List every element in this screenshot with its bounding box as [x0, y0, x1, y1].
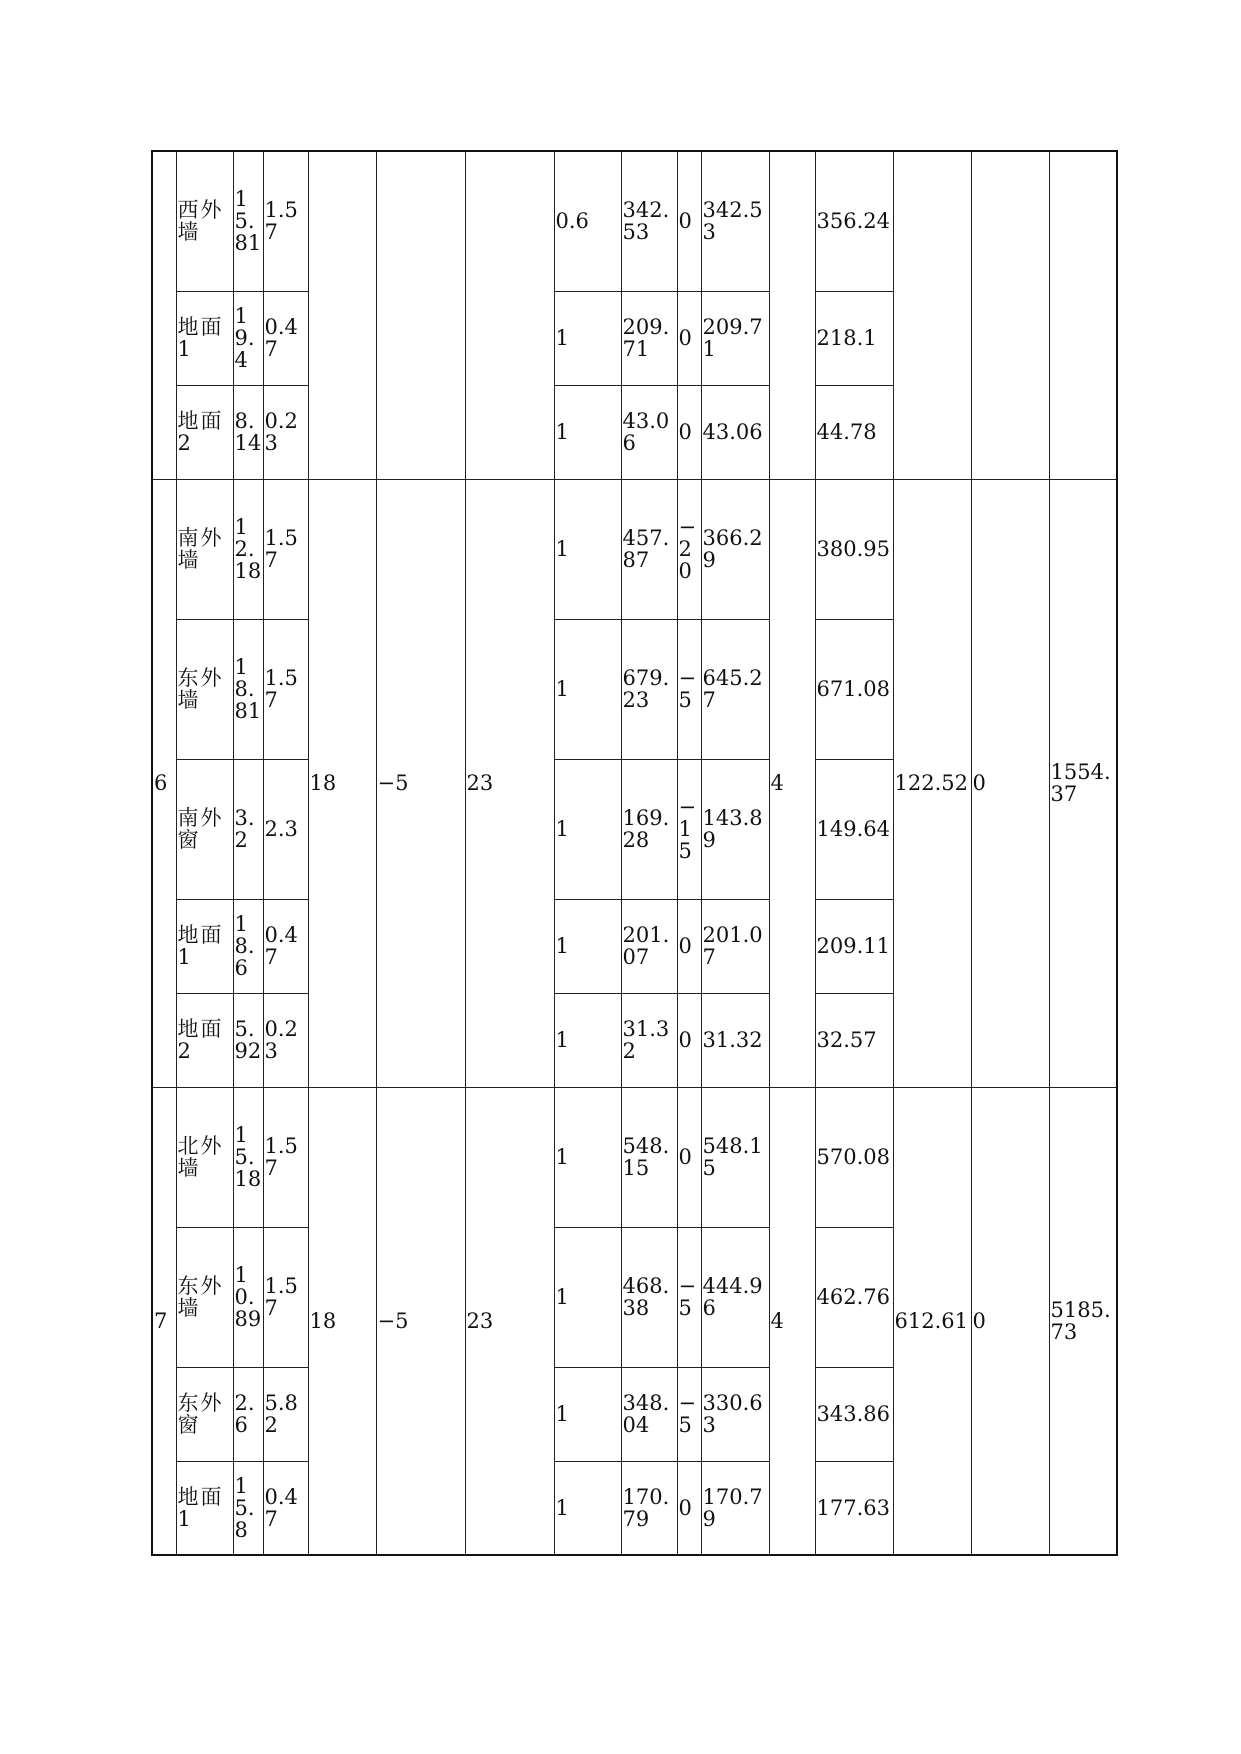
- element-name: 地面2: [176, 385, 233, 479]
- element-name: 地面1: [176, 291, 233, 385]
- element-name: 地面1: [176, 1461, 233, 1555]
- element-q3: 32.57: [815, 993, 893, 1087]
- indoor-temp-cell: [308, 151, 376, 479]
- element-coef: 1: [554, 1227, 621, 1367]
- temp-diff: 23: [465, 479, 554, 1087]
- element-q2: 143.89: [701, 759, 769, 899]
- element-name: 地面2: [176, 993, 233, 1087]
- element-k: 1.57: [263, 1087, 308, 1227]
- element-k: 5.82: [263, 1367, 308, 1461]
- element-q3: 177.63: [815, 1461, 893, 1555]
- element-q3: 462.76: [815, 1227, 893, 1367]
- element-area: 15.18: [233, 1087, 263, 1227]
- element-q2: 330.63: [701, 1367, 769, 1461]
- element-k: 0.47: [263, 1461, 308, 1555]
- element-name: 东外墙: [176, 1227, 233, 1367]
- element-name: 东外窗: [176, 1367, 233, 1461]
- element-area: 2.6: [233, 1367, 263, 1461]
- element-coef: 1: [554, 1087, 621, 1227]
- element-area: 3.2: [233, 759, 263, 899]
- infiltration-cell: [893, 151, 971, 479]
- indoor-temp: 18: [308, 1087, 376, 1555]
- temp-diff: 23: [465, 1087, 554, 1555]
- table-row: [152, 151, 1117, 291]
- element-q3: 44.78: [815, 385, 893, 479]
- element-coef: 1: [554, 1461, 621, 1555]
- heat-load-table: [151, 150, 1118, 1556]
- element-area: 5.92: [233, 993, 263, 1087]
- element-q1: 342.53: [621, 151, 677, 291]
- element-q3: 149.64: [815, 759, 893, 899]
- element-q3: 218.1: [815, 291, 893, 385]
- element-k: 1.57: [263, 479, 308, 619]
- room-number: 6: [152, 479, 176, 1087]
- element-correction: 0: [677, 291, 701, 385]
- element-coef: 1: [554, 479, 621, 619]
- element-name: 地面1: [176, 899, 233, 993]
- element-correction: 0: [677, 1461, 701, 1555]
- element-k: 2.3: [263, 759, 308, 899]
- element-correction: 0: [677, 1087, 701, 1227]
- element-correction: −5: [677, 1227, 701, 1367]
- element-coef: 1: [554, 619, 621, 759]
- element-k: 0.47: [263, 899, 308, 993]
- outdoor-temp-cell: [376, 151, 465, 479]
- element-q1: 170.79: [621, 1461, 677, 1555]
- extra-load: 0: [971, 479, 1049, 1087]
- element-q2: 31.32: [701, 993, 769, 1087]
- infiltration-load: 122.52: [893, 479, 971, 1087]
- indoor-temp: 18: [308, 479, 376, 1087]
- table-row: [152, 1087, 1117, 1227]
- element-correction: 0: [677, 151, 701, 291]
- extra-cell: [971, 151, 1049, 479]
- room-number-cell: [152, 151, 176, 479]
- element-coef: 1: [554, 291, 621, 385]
- element-q2: 444.96: [701, 1227, 769, 1367]
- room-total-cell: [1049, 151, 1117, 479]
- element-q2: 201.07: [701, 899, 769, 993]
- element-name: 南外墙: [176, 479, 233, 619]
- element-q2: 342.53: [701, 151, 769, 291]
- element-name: 东外墙: [176, 619, 233, 759]
- element-correction: −20: [677, 479, 701, 619]
- element-area: 15.81: [233, 151, 263, 291]
- element-coef: 1: [554, 385, 621, 479]
- element-q3: 356.24: [815, 151, 893, 291]
- element-k: 0.47: [263, 291, 308, 385]
- temp-diff-cell: [465, 151, 554, 479]
- element-area: 12.18: [233, 479, 263, 619]
- element-area: 10.89: [233, 1227, 263, 1367]
- element-q1: 468.38: [621, 1227, 677, 1367]
- element-area: 8.14: [233, 385, 263, 479]
- extra-load: 0: [971, 1087, 1049, 1555]
- element-q1: 31.32: [621, 993, 677, 1087]
- element-coef: 1: [554, 899, 621, 993]
- element-coef: 0.6: [554, 151, 621, 291]
- infiltration-load: 612.61: [893, 1087, 971, 1555]
- element-area: 18.6: [233, 899, 263, 993]
- element-k: 0.23: [263, 993, 308, 1087]
- element-q1: 169.28: [621, 759, 677, 899]
- element-q2: 43.06: [701, 385, 769, 479]
- element-k: 1.57: [263, 619, 308, 759]
- element-correction: 0: [677, 899, 701, 993]
- room-total: 1554.37: [1049, 479, 1117, 1087]
- element-q3: 380.95: [815, 479, 893, 619]
- outdoor-temp: −5: [376, 1087, 465, 1555]
- element-coef: 1: [554, 759, 621, 899]
- element-q2: 209.71: [701, 291, 769, 385]
- element-q2: 548.15: [701, 1087, 769, 1227]
- room-total: 5185.73: [1049, 1087, 1117, 1555]
- element-k: 0.23: [263, 385, 308, 479]
- element-k: 1.57: [263, 151, 308, 291]
- element-correction: −15: [677, 759, 701, 899]
- element-correction: 0: [677, 385, 701, 479]
- element-q3: 671.08: [815, 619, 893, 759]
- height-correction: 4: [769, 1087, 815, 1555]
- element-q1: 201.07: [621, 899, 677, 993]
- element-q1: 548.15: [621, 1087, 677, 1227]
- element-q3: 209.11: [815, 899, 893, 993]
- height-correction: 4: [769, 479, 815, 1087]
- element-area: 15.8: [233, 1461, 263, 1555]
- room-number: 7: [152, 1087, 176, 1555]
- element-correction: 0: [677, 993, 701, 1087]
- element-q1: 209.71: [621, 291, 677, 385]
- element-area: 19.4: [233, 291, 263, 385]
- element-q1: 679.23: [621, 619, 677, 759]
- element-correction: −5: [677, 1367, 701, 1461]
- element-name: 北外墙: [176, 1087, 233, 1227]
- element-k: 1.57: [263, 1227, 308, 1367]
- element-name: 南外窗: [176, 759, 233, 899]
- element-q2: 366.29: [701, 479, 769, 619]
- element-name: 西外墙: [176, 151, 233, 291]
- element-q2: 645.27: [701, 619, 769, 759]
- element-q3: 570.08: [815, 1087, 893, 1227]
- table-row: [152, 479, 1117, 619]
- element-q1: 43.06: [621, 385, 677, 479]
- element-correction: −5: [677, 619, 701, 759]
- element-area: 18.81: [233, 619, 263, 759]
- element-q2: 170.79: [701, 1461, 769, 1555]
- element-q1: 348.04: [621, 1367, 677, 1461]
- element-coef: 1: [554, 1367, 621, 1461]
- element-coef: 1: [554, 993, 621, 1087]
- element-q3: 343.86: [815, 1367, 893, 1461]
- height-correction-cell: [769, 151, 815, 479]
- element-q1: 457.87: [621, 479, 677, 619]
- outdoor-temp: −5: [376, 479, 465, 1087]
